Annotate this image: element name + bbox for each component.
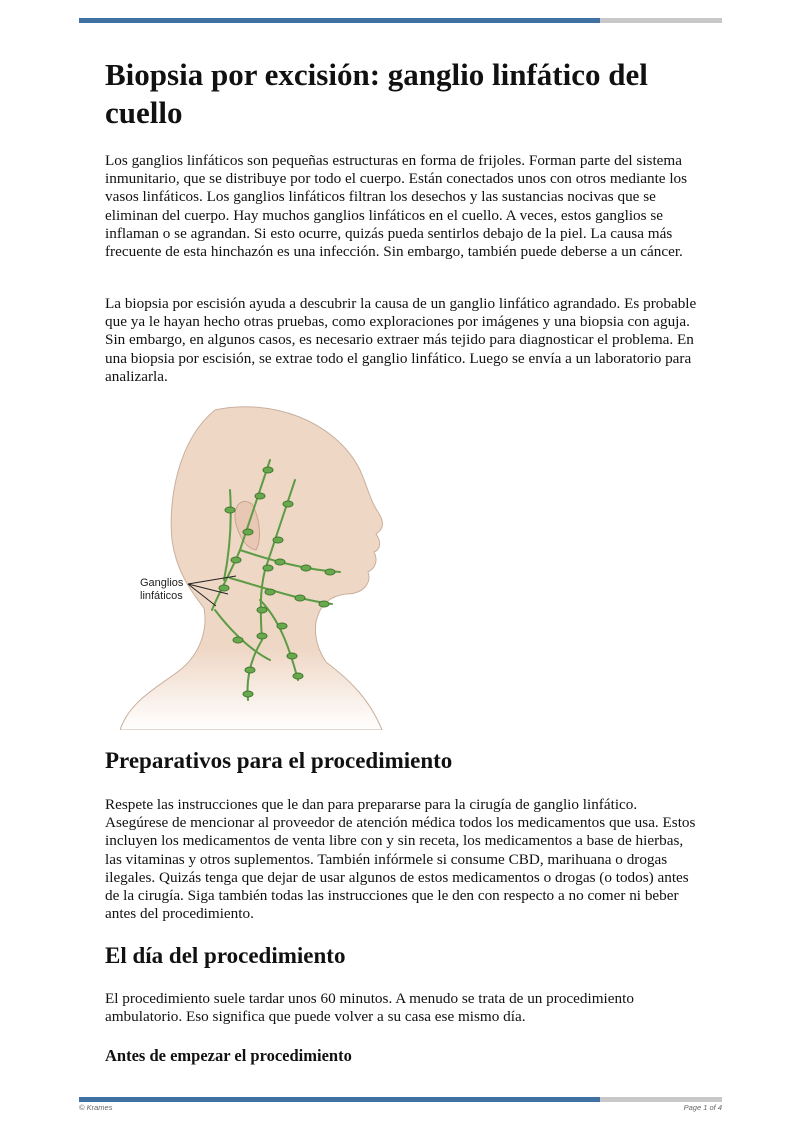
intro-paragraph-1: Los ganglios linfáticos son pequeñas estructuras en forma de frijoles. Forman parte del sistema inmunitario, que se distribuye por todo el cuerpo. Están conectados unos con otros mediante los vasos linfáticos. Los ganglios linfáticos filtran los desechos y las sustancias nocivas que se eliminan del cuerpo. Hay muchos ganglios linfáticos en el cuello. A veces, estos ganglios se inflaman o se agrandan. Si esto ocurre, quizás pueda sentirlos debajo de la piel. La causa más frecuente de esta hinchazón es una infección. Sin embargo, también puede deberse a un cáncer.: [105, 152, 688, 261]
figure-label: [140, 577, 183, 603]
intro-paragraph-2: La biopsia por escisión ayuda a descubrir la causa de un ganglio linfático agrandado. Es probable que ya le hayan hecho otras pruebas, como exploraciones por imágenes y una biopsia con aguja. Sin embargo, en algunos casos, es necesario extraer más tejido para diagnosticar el problema. En una biopsia por escisión, se extrae todo el ganglio linfático. Luego se envía a un laboratorio para analizarla.: [105, 295, 697, 385]
subheading-before-procedure: Antes de empezar el procedimiento: [105, 1046, 352, 1065]
figure-label-line2: linfáticos: [140, 590, 183, 602]
header-rule: [79, 18, 722, 23]
footer-page-number: Page 1 of 4: [683, 1103, 722, 1112]
neck-lymph-nodes-illustration: [120, 400, 400, 730]
procedure-day-paragraph: El procedimiento suele tardar unos 60 minutos. A menudo se trata de un procedimiento ambulatorio. Eso significa que puede volver a su casa ese mismo día.: [105, 990, 634, 1026]
section-heading-procedure-day: El día del procedimiento: [105, 943, 346, 968]
footer-rule: [79, 1097, 722, 1102]
page-title: Biopsia por excisión: ganglio linfático del cuello: [105, 57, 648, 130]
figure-label-line1: Ganglios: [140, 577, 184, 589]
preparation-paragraph: Respete las instrucciones que le dan para prepararse para la cirugía de ganglio linfático. Asegúrese de mencionar al proveedor de atención médica todos los medicamentos que usa. Estos incluyen los medicamentos de venta libre con y sin receta, los medicamentos a base de hierbas, las vitaminas y otros suplementos. También infórmele si consume CBD, marihuana o drogas ilegales. Quizás tenga que dejar de usar algunos de estos medicamentos o drogas (o todos) antes de la cirugía. Siga también todas las instrucciones que le den con respecto a no comer ni beber antes del procedimiento.: [105, 796, 696, 923]
section-heading-preparation: Preparativos para el procedimiento: [105, 748, 453, 773]
footer-copyright: © Krames: [79, 1103, 113, 1112]
